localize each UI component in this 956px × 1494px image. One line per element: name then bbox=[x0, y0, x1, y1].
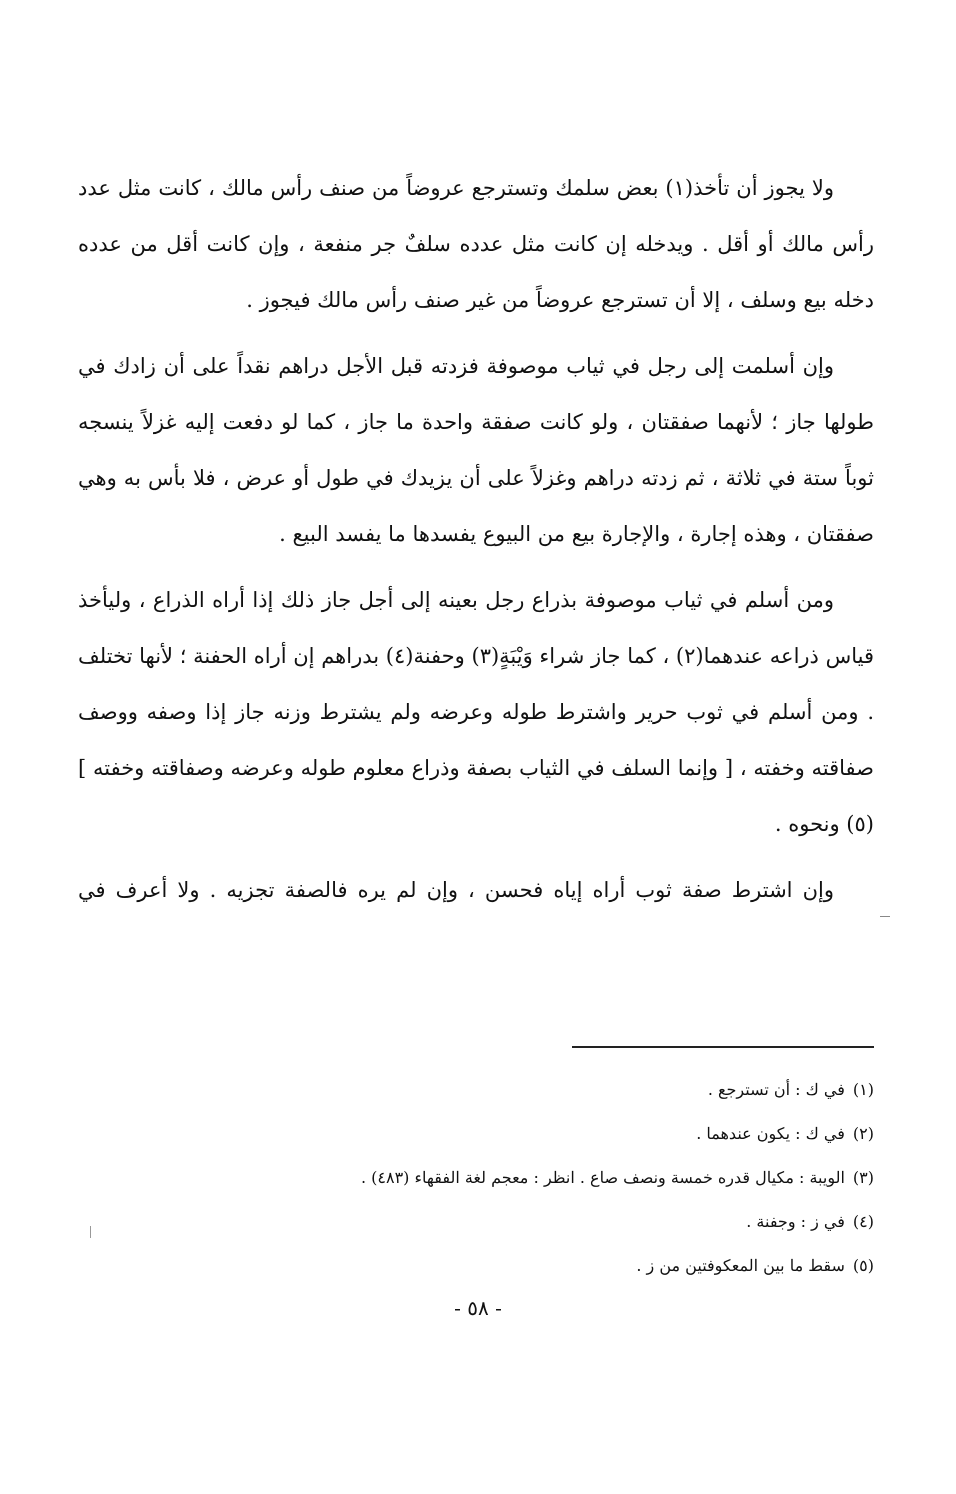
footnote-text: في ك : أن تسترجع . bbox=[707, 1080, 845, 1099]
paragraph-2: وإن أسلمت إلى رجل في ثياب موصوفة فزدته قبل الأجل دراهم نقداً على أن زادك في طولها جاز ؛ لأنهما صفقتان ، ولو كانت صفقة واحدة ما جاز ، كما لو دفعت إليه غزلاً ينسجه ثوباً ستة في ثلاثة ، ثم زدته دراهم وغزلاً على أن يزيدك في طول أو عرض ، فلا بأس به وهي صفقتان ، وهذه إجارة ، والإجارة بيع من البيوع يفسدها ما يفسد البيع . bbox=[78, 354, 874, 546]
footnote-text: الويبة : مكيال قدره خمسة ونصف صاع . انظر : معجم لغة الفقهاء (٤٨٣) . bbox=[360, 1168, 845, 1187]
footnote-number: (٥) bbox=[852, 1256, 874, 1275]
body-text bbox=[78, 160, 874, 928]
scan-mark bbox=[90, 1226, 91, 1238]
paragraph-4: وإن اشترط صفة ثوب أراه إياه فحسن ، وإن لم يره فالصفة تجزيه . ولا أعرف في bbox=[78, 878, 834, 902]
footnotes bbox=[120, 1068, 874, 1288]
footnote-1 bbox=[120, 1068, 874, 1112]
footnote-2 bbox=[120, 1112, 874, 1156]
footnote-5 bbox=[120, 1244, 874, 1288]
footnote-number: (١) bbox=[852, 1080, 874, 1099]
footnote-text: سقط ما بين المعكوفتين من ز . bbox=[636, 1256, 845, 1275]
paragraph-1: ولا يجوز أن تأخذ(١) بعض سلمك وتسترجع عروضاً من صنف رأس مالك ، كانت مثل عدد رأس مالك أو أقل . ويدخله إن كانت مثل عدده سلفٌ جر منفعة ، وإن كانت أقل من عدده دخله بيع وسلف ، إلا أن تسترجع عروضاً من غير صنف رأس مالك فيجوز . bbox=[78, 176, 874, 312]
paragraph-3: ومن أسلم في ثياب موصوفة بذراع رجل بعينه إلى أجل جاز ذلك إذا أراه الذراع ، وليأخذ قياس ذراعه عندهما(٢) ، كما جاز شراء وَيْبَةٍ(٣) وحفنة(٤) بدراهم إن أراه الحفنة ؛ لأنها تختلف . ومن أسلم في ثوب حرير واشترط طوله وعرضه ولم يشترط وزنه جاز إذا وصفه ووصف صفاقته وخفته ، [ وإنما السلف في الثياب بصفة وذراع معلوم طوله وعرضه وصفاقته وخفته ](٥) ونحوه . bbox=[78, 588, 874, 836]
footnote-3 bbox=[120, 1156, 874, 1200]
footnote-number: (٣) bbox=[852, 1168, 874, 1187]
footnote-divider bbox=[572, 1046, 874, 1048]
footnote-text: في ز : وجفنة . bbox=[746, 1212, 845, 1231]
footnote-number: (٢) bbox=[852, 1124, 874, 1143]
margin-mark bbox=[880, 916, 890, 917]
footnote-number: (٤) bbox=[852, 1212, 874, 1231]
page-number: - ٥٨ - bbox=[454, 1296, 502, 1320]
footnote-4 bbox=[120, 1200, 874, 1244]
footnote-text: في ك : يكون عندهما . bbox=[696, 1124, 845, 1143]
